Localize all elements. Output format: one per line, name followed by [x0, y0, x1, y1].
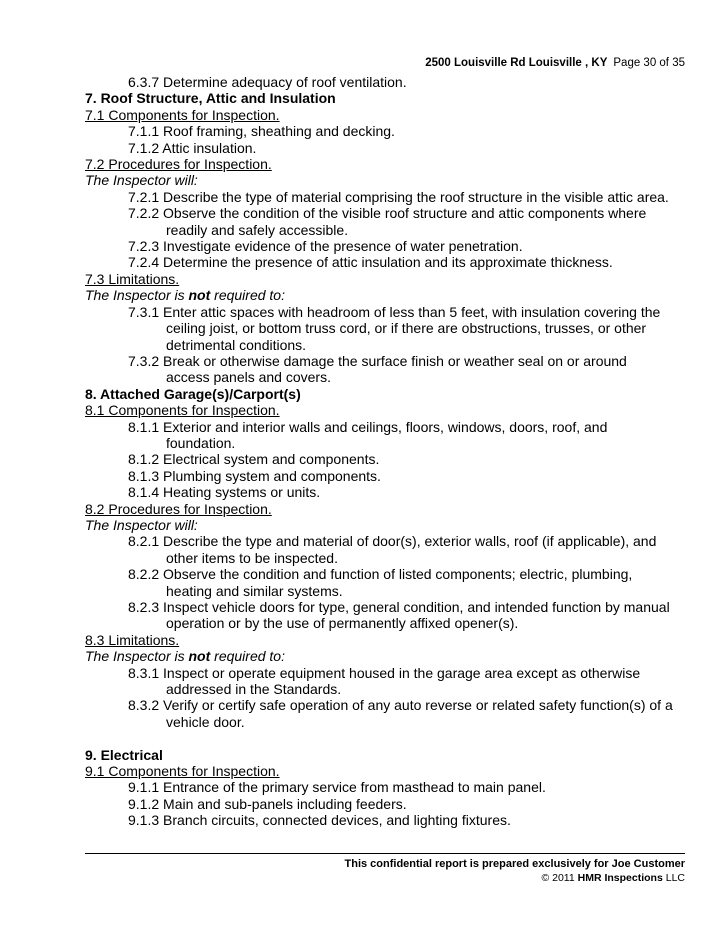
list-item: 8.1.2 Electrical system and components. — [128, 451, 380, 468]
section-heading-9: 9. Electrical — [85, 746, 163, 763]
label-part: The Inspector is — [85, 287, 189, 304]
inspector-will-label: The Inspector will: — [85, 172, 198, 189]
label-part: required to: — [210, 287, 285, 304]
footer-copyright — [541, 872, 685, 884]
list-item-continuation: ceiling joist, or bottom truss cord, or if there are obstructions, trusses, or other — [166, 320, 647, 337]
list-item: 8.3.2 Verify or certify safe operation of any auto reverse or related safety function(s) of a — [128, 697, 673, 714]
page-header — [425, 57, 685, 69]
subsection-heading: 7.2 Procedures for Inspection. — [85, 156, 272, 173]
list-item: 9.1.1 Entrance of the primary service from masthead to main panel. — [128, 779, 546, 796]
list-item: 8.1.4 Heating systems or units. — [128, 484, 321, 501]
list-item-continuation: readily and safely accessible. — [166, 221, 349, 238]
section-heading-8: 8. Attached Garage(s)/Carport(s) — [85, 385, 301, 402]
copyright-prefix: © 2011 — [541, 872, 578, 884]
inspector-not-required-label — [85, 648, 695, 664]
header-page-number: Page 30 of 35 — [613, 57, 685, 69]
list-item: 7.1.2 Attic insulation. — [128, 139, 257, 156]
subsection-heading: 7.1 Components for Inspection. — [85, 106, 280, 123]
list-item: 7.2.2 Observe the condition of the visible roof structure and attic components where — [128, 205, 647, 222]
list-item-continuation: foundation. — [166, 434, 236, 451]
list-item-continuation: addressed in the Standards. — [166, 681, 342, 698]
list-item: 8.2.2 Observe the condition and function of listed components; electric, plumbing, — [128, 566, 633, 583]
list-item: 8.2.1 Describe the type and material of door(s), exterior walls, roof (if applicable), and — [128, 533, 657, 550]
label-emphasis: not — [188, 287, 211, 304]
label-part: required to: — [210, 648, 285, 665]
list-item-continuation: access panels and covers. — [166, 369, 331, 386]
section-heading-7: 7. Roof Structure, Attic and Insulation — [85, 90, 336, 107]
inspector-not-required-label — [85, 287, 695, 303]
company-name: HMR Inspections — [577, 872, 663, 884]
label-part: The Inspector is — [85, 648, 189, 665]
inspector-will-label: The Inspector will: — [85, 516, 198, 533]
list-item: 8.1.1 Exterior and interior walls and ceilings, floors, windows, doors, roof, and — [128, 418, 608, 435]
list-item-continuation: vehicle door. — [166, 713, 245, 730]
list-item: 8.1.3 Plumbing system and components. — [128, 467, 381, 484]
header-address: 2500 Louisville Rd Louisville , KY — [425, 57, 608, 69]
list-item: 7.3.2 Break or otherwise damage the surface finish or weather seal on or around — [128, 352, 627, 369]
subsection-heading: 7.3 Limitations. — [85, 270, 180, 287]
list-item-continuation: operation or by the use of permanently affixed opener(s). — [166, 615, 519, 632]
list-item: 9.1.3 Branch circuits, connected devices, and lighting fixtures. — [128, 812, 511, 829]
subsection-heading: 9.1 Components for Inspection. — [85, 763, 280, 780]
list-item: 7.2.4 Determine the presence of attic insulation and its approximate thickness. — [128, 254, 613, 271]
list-item: 7.2.1 Describe the type of material comprising the roof structure in the visible attic area. — [128, 188, 669, 205]
label-emphasis: not — [188, 648, 211, 665]
list-item-continuation: heating and similar systems. — [166, 582, 343, 599]
subsection-heading: 8.2 Procedures for Inspection. — [85, 500, 272, 517]
company-suffix: LLC — [662, 872, 685, 884]
subsection-heading: 8.3 Limitations. — [85, 631, 180, 648]
list-item-continuation: detrimental conditions. — [166, 336, 307, 353]
subsection-heading: 8.1 Components for Inspection. — [85, 402, 280, 419]
list-item-continuation: other items to be inspected. — [166, 549, 338, 566]
list-item: 7.3.1 Enter attic spaces with headroom of less than 5 feet, with insulation covering the — [128, 303, 661, 320]
list-item: 7.2.3 Investigate evidence of the presence of water penetration. — [128, 238, 523, 255]
document-body — [85, 74, 695, 829]
footer-confidential-notice: This confidential report is prepared exclusively for Joe Customer — [344, 858, 685, 870]
list-item: 8.2.3 Inspect vehicle doors for type, general condition, and intended function by manual — [128, 599, 670, 615]
list-item: 6.3.7 Determine adequacy of roof ventilation. — [128, 74, 407, 90]
list-item: 7.1.1 Roof framing, sheathing and decking. — [128, 123, 395, 140]
list-item: 8.3.1 Inspect or operate equipment housed in the garage area except as otherwise — [128, 664, 641, 681]
footer-divider — [85, 853, 685, 854]
spacer — [85, 730, 695, 746]
list-item: 9.1.2 Main and sub-panels including feeders. — [128, 795, 407, 812]
